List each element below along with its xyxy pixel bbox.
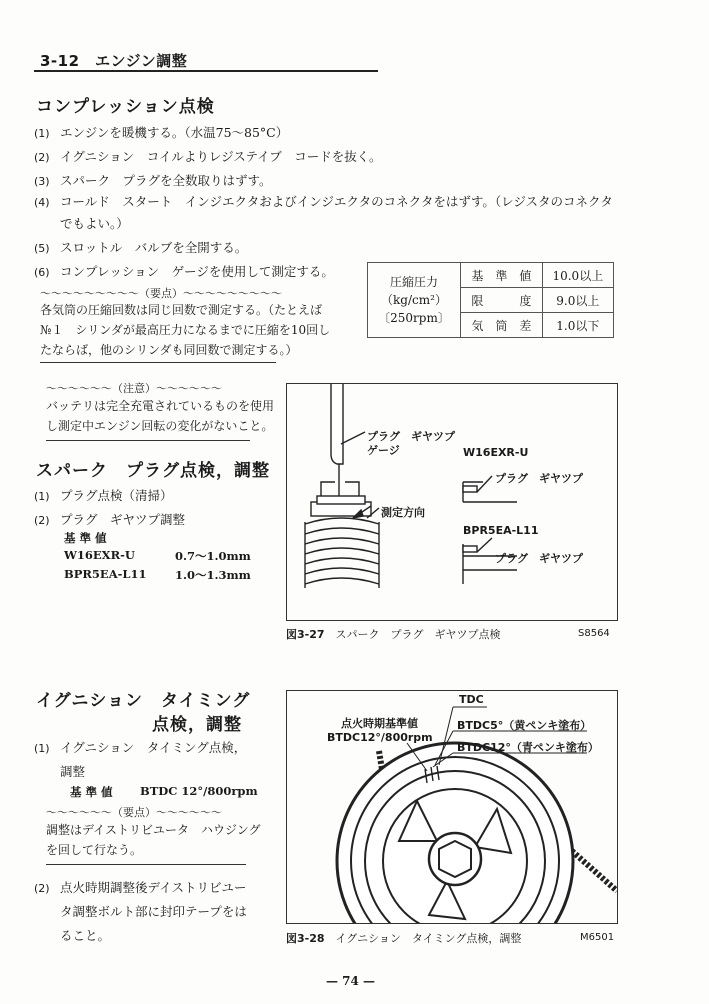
ignition-note-rule — [46, 864, 246, 865]
compression-note-line-3: たならば，他のシリンダも同回数で測定する。） — [40, 343, 298, 357]
compression-step-5: (5) スロットル バルブを全開する。 — [34, 240, 248, 255]
fig28-tdc-label: TDC — [459, 693, 484, 706]
compression-step-4: (4) コールド スタート インジエクタおよびインジエクタのコネクタをはずす。（レジスタのコネクタ — [34, 194, 613, 209]
fig27-caption: 図3-27 スパーク プラグ ギヤツプ点検 — [286, 628, 501, 641]
compression-spec-table — [367, 262, 614, 338]
compression-title: コンプレッション点検 — [36, 97, 215, 117]
spark-spec-model-2: BPR5EA-L11 — [64, 567, 147, 581]
spark-spec-title: 基 準 値 — [64, 531, 107, 545]
spec-row-name: 気 筒 差 — [461, 313, 543, 338]
fig28-ref-label-1: 点火時期基準値 — [341, 717, 418, 730]
ignition-step-1: (1) イグニション タイミング点検， — [34, 740, 247, 755]
fig27-code: S8564 — [578, 628, 610, 639]
fig28-code: M6501 — [580, 932, 615, 943]
spec-row-value: 9.0以上 — [542, 288, 613, 313]
spark-title: スパーク プラグ点検，調整 — [36, 461, 270, 481]
caution-line-1: バッテリは完全充電されているものを使用 — [46, 399, 275, 413]
compression-step-6: (6) コンプレッション ゲージを使用して測定する。 — [34, 264, 334, 279]
spark-plug-gap-illustration — [287, 384, 617, 620]
spark-step-1: (1) プラグ点検（清掃） — [34, 488, 173, 503]
fig27-gap-label-1: プラグ ギヤツプ — [495, 472, 583, 485]
section-header: 3-12 エンジン調整 — [40, 52, 188, 70]
fig27-gauge-label-1: プラグ ギヤツプ — [367, 430, 455, 443]
fig28-ref-label-2: BTDC12°/800rpm — [327, 731, 433, 744]
fig27-gap-label-2: プラグ ギヤツプ — [495, 552, 583, 565]
ignition-title-line-1: イグニション タイミング — [36, 691, 251, 711]
caution-rule — [46, 440, 250, 441]
spark-spec-range-1: 0.7～1.0mm — [175, 549, 251, 563]
compression-note-rule — [40, 362, 276, 363]
compression-step-4-cont: でもよい。） — [60, 216, 129, 231]
compression-note-title: ～～～～～～～～～（要点）～～～～～～～～～ — [40, 287, 282, 300]
spec-label-cell: 圧縮圧力 （kg/cm²） 〔250rpm〕 — [368, 263, 461, 338]
fig27-gauge-label-2: ゲージ — [367, 444, 400, 457]
spark-step-2: (2) プラグ ギヤツプ調整 — [34, 512, 186, 527]
header-rule — [34, 70, 378, 72]
ignition-step-2: (2) 点火時期調整後デイストリビユー — [34, 880, 247, 895]
ignition-title-line-2: 点検，調整 — [152, 715, 242, 735]
spec-row-name: 限 度 — [461, 288, 543, 313]
figure-3-28 — [286, 690, 618, 924]
compression-note-line-2: №１ シリンダが最高圧力になるまでに圧縮を10回し — [40, 323, 331, 337]
spec-row-value: 1.0以下 — [542, 313, 613, 338]
ignition-note-line-1: 調整はデイストリビユータ ハウジング — [46, 823, 261, 837]
fig27-model-1: W16EXR-U — [463, 446, 529, 459]
ignition-note-line-2: を回して行なう。 — [46, 843, 143, 857]
spec-row-name: 基 準 値 — [461, 263, 543, 288]
figure-3-27 — [286, 383, 618, 621]
compression-step-2: (2) イグニション コイルよりレジステイブ コードを抜く。 — [34, 149, 382, 164]
spark-spec-model-1: W16EXR-U — [64, 548, 135, 562]
fig27-direction-label: 測定方向 — [381, 506, 425, 519]
caution-title: ～～～～～～（注意）～～～～～～ — [46, 382, 222, 395]
ignition-spec-label: 基 準 値 — [70, 785, 113, 799]
ignition-note-title: ～～～～～～（要点）～～～～～～ — [46, 806, 222, 819]
ignition-step-2-cont-1: タ調整ボルト部に封印テープをは — [60, 904, 247, 919]
ignition-step-1-cont: 調整 — [60, 764, 86, 779]
fig27-model-2: BPR5EA-L11 — [463, 524, 539, 537]
page-number: — 74 — — [326, 974, 376, 988]
fig28-btdc5-label: BTDC5°（黄ペンキ塗布） — [457, 719, 592, 732]
fig28-caption: 図3-28 イグニション タイミング点検，調整 — [286, 932, 522, 945]
compression-step-3: (3) スパーク プラグを全数取りはずす。 — [34, 173, 272, 188]
ignition-spec-value: BTDC 12°/800rpm — [140, 784, 258, 798]
compression-step-1: (1) エンジンを暖機する。（水温75～85°C） — [34, 125, 289, 140]
ignition-step-2-cont-2: ること。 — [60, 928, 111, 943]
fig28-btdc12-label: BTDC12°（青ペンキ塗布） — [457, 741, 599, 754]
caution-line-2: し測定中エンジン回転の変化がないこと。 — [46, 419, 274, 433]
compression-note-line-1: 各気筒の圧縮回数は同じ回数で測定する。（たとえば — [40, 303, 323, 317]
spark-spec-range-2: 1.0～1.3mm — [175, 568, 251, 582]
spec-row-value: 10.0以上 — [542, 263, 613, 288]
